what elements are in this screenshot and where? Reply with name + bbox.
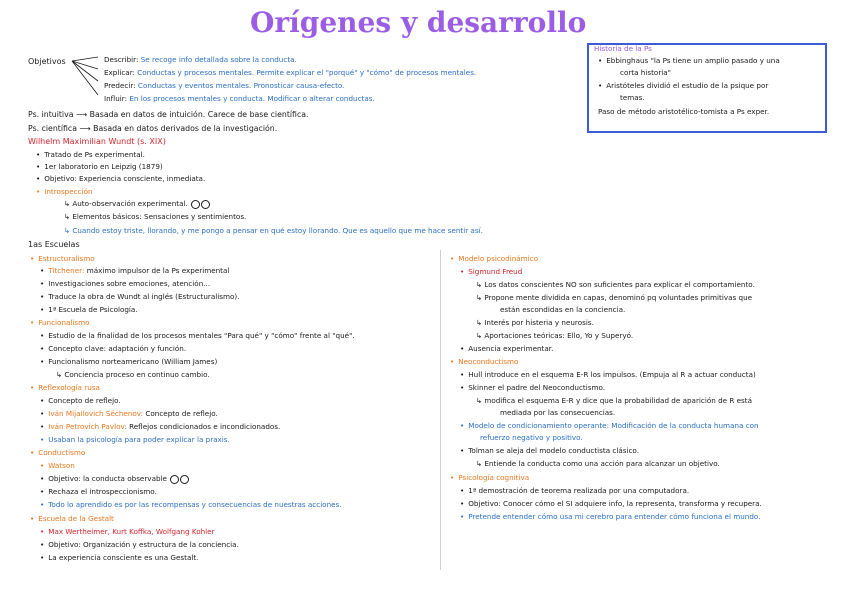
list-item: • Hull introduce en el esquema E-R los impulsos. (Empuja al R a actuar conducta) <box>460 370 756 379</box>
objetivos-brace <box>70 55 102 103</box>
list-item: • Iván Petrovich Pavlov: Reflejos condicionados e incondicionados. <box>40 422 280 431</box>
list-item: • Iván Mijailovich Séchenov: Concepto de reflejo. <box>40 409 218 418</box>
list-item: • Traduce la obra de Wundt al inglés (Estructuralismo). <box>40 292 239 301</box>
list-item: • 1ª demostración de teorema realizada por una computadora. <box>460 486 689 495</box>
section-title: • Estructuralismo <box>30 254 95 263</box>
objetivo-predecir: Predecir: Conductas y eventos mentales. Pronosticar causa-efecto. <box>104 81 345 90</box>
section-title: • Neoconductismo <box>450 357 518 366</box>
wundt-item: • Tratado de Ps experimental. <box>36 150 145 159</box>
wundt-sub: ↳ Cuando estoy triste, llorando, y me pongo a pensar en qué estoy llorando. Que es aquello que me hace sentir así. <box>64 226 483 235</box>
list-item: • Investigaciones sobre emociones, atención... <box>40 279 210 288</box>
list-item: • Skinner el padre del Neoconductismo. <box>460 383 605 392</box>
list-subitem: refuerzo negativo y positivo. <box>480 433 583 442</box>
list-subitem: mediada por las consecuencias. <box>500 408 616 417</box>
eyes-icon <box>180 475 189 484</box>
list-item: • La experiencia consciente es una Gestalt. <box>40 553 198 562</box>
history-line: • Aristóteles dividió el estudio de la psique por <box>598 81 768 90</box>
wundt-sub: ↳ Auto-observación experimental. <box>64 199 210 209</box>
list-item: • Objetivo: Organización y estructura de la conciencia. <box>40 540 239 549</box>
list-subitem: ↳ Interés por histeria y neurosis. <box>476 318 594 327</box>
objetivo-describir: Describir: Se recoge info detallada sobre la conducta. <box>104 55 297 64</box>
list-item: • Funcionalismo norteamericano (William James) <box>40 357 217 366</box>
history-line: corta historia" <box>620 68 671 77</box>
history-line: • Ebbinghaus "la Ps tiene un amplio pasado y una <box>598 56 780 65</box>
list-item: • Modelo de condicionamiento operante: Modificación de la conducta humana con <box>460 421 759 430</box>
list-item: • Todo lo aprendido es por las recompensas y consecuencias de nuestras acciones. <box>40 500 342 509</box>
list-item: • Sigmund Freud <box>460 267 522 276</box>
list-subitem: ↳ Conciencia proceso en continuo cambio. <box>56 370 210 379</box>
history-box-title: Historia de la Ps <box>594 44 652 53</box>
eyes-icon <box>191 200 200 209</box>
ps-cientifica: Ps. científica ⟶ Basada en datos derivados de la investigación. <box>28 124 278 133</box>
list-item: • Watson <box>40 461 75 470</box>
section-title: • Reflexología rusa <box>30 383 100 392</box>
list-item: • Objetivo: la conducta observable <box>40 474 189 484</box>
list-item: • Ausencia experimentar. <box>460 344 553 353</box>
wundt-item: • 1er laboratorio en Leipzig (1879) <box>36 162 163 171</box>
history-line: Paso de método aristotélico-tomista a Ps exper. <box>598 107 770 116</box>
objetivos-label: Objetivos <box>28 57 66 66</box>
section-title: • Psicología cognitiva <box>450 473 529 482</box>
list-subitem: ↳ Entiende la conducta como una acción para alcanzar un objetivo. <box>476 459 720 468</box>
wundt-item: • Introspección <box>36 187 93 196</box>
list-item: • Max Wertheimer, Kurt Koffka, Wolfgang Kohler <box>40 527 215 536</box>
list-item: • Objetivo: Conocer cómo el SI adquiere info, la representa, transforma y recupera. <box>460 499 762 508</box>
column-divider <box>440 250 441 570</box>
objetivo-explicar: Explicar: Conductas y procesos mentales. Permite explicar el "porqué" y "cómo" de procesos mentales. <box>104 68 477 77</box>
section-title: • Funcionalismo <box>30 318 90 327</box>
section-title: • Escuela de la Gestalt <box>30 514 114 523</box>
ps-intuitiva: Ps. intuitiva ⟶ Basada en datos de intuición. Carece de base científica. <box>28 110 309 119</box>
objetivo-influir: Influir: En los procesos mentales y conducta. Modificar o alterar conductas. <box>104 94 375 103</box>
history-line: temas. <box>620 93 645 102</box>
list-subitem: ↳ Los datos conscientes NO son suficientes para explicar el comportamiento. <box>476 280 755 289</box>
list-subitem: están escondidas en la conciencia. <box>500 305 626 314</box>
eyes-icon <box>201 200 210 209</box>
escuelas-title: 1as Escuelas <box>28 240 80 249</box>
list-item: • Pretende entender cómo usa mi cerebro para entender cómo funciona el mundo. <box>460 512 760 521</box>
list-subitem: ↳ Aportaciones teóricas: Ello, Yo y Superyó. <box>476 331 634 340</box>
list-subitem: ↳ Propone mente dividida en capas, denominó pq voluntades primitivas que <box>476 293 753 302</box>
section-title: • Conductismo <box>30 448 85 457</box>
list-item: • Titchener: máximo impulsor de la Ps experimental <box>40 266 229 275</box>
page-title: Orígenes y desarrollo <box>250 6 587 39</box>
list-item: • Estudio de la finalidad de los procesos mentales "Para qué" y "cómo" frente al "qué". <box>40 331 355 340</box>
list-item: • Concepto clave: adaptación y función. <box>40 344 186 353</box>
list-item: • Usaban la psicología para poder explicar la praxis. <box>40 435 230 444</box>
wundt-title: Wilhelm Maximilian Wundt (s. XIX) <box>28 137 166 146</box>
list-subitem: ↳ modifica el esquema E-R y dice que la probabilidad de aparición de R está <box>476 396 753 405</box>
section-title: • Modelo psicodinámico <box>450 254 538 263</box>
list-item: • Rechaza el introspeccionismo. <box>40 487 157 496</box>
wundt-item: • Objetivo: Experiencia consciente, inmediata. <box>36 174 205 183</box>
list-item: • Concepto de reflejo. <box>40 396 121 405</box>
eyes-icon <box>170 475 179 484</box>
list-item: • 1ª Escuela de Psicología. <box>40 305 138 314</box>
wundt-sub: ↳ Elementos básicos: Sensaciones y sentimientos. <box>64 212 247 221</box>
list-item: • Tolman se aleja del modelo conductista clásico. <box>460 446 639 455</box>
